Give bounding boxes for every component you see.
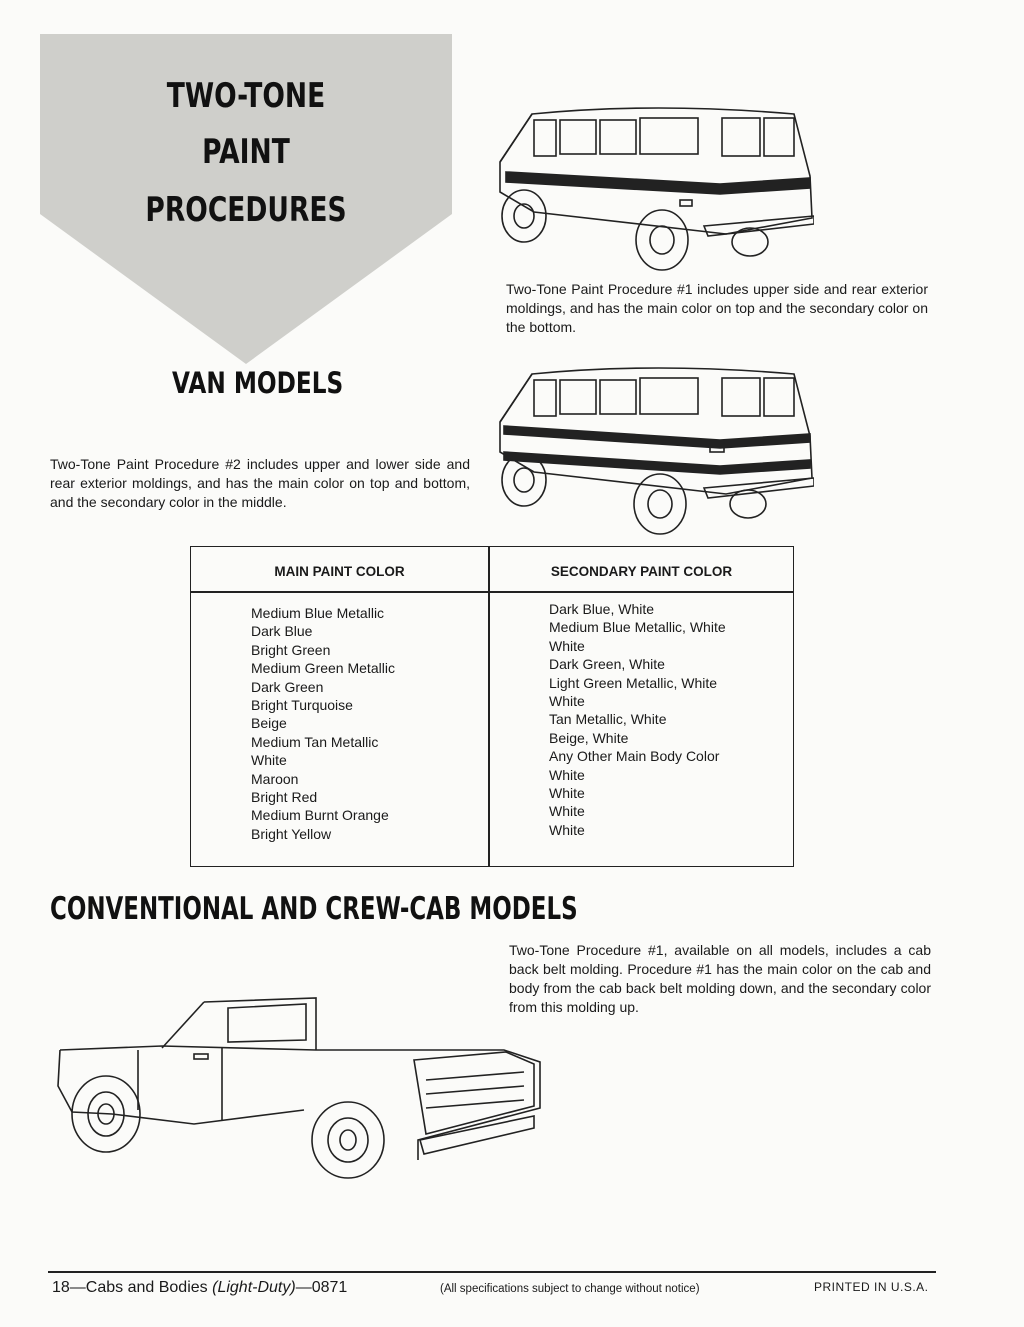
- main-color-item: Bright Yellow: [251, 825, 332, 842]
- main-color-item: Medium Burnt Orange: [251, 807, 389, 824]
- main-color-item: White: [251, 752, 287, 769]
- main-color-item: Medium Blue Metallic: [251, 605, 385, 621]
- van-illustration-procedure-2: [494, 360, 814, 536]
- van-models-heading: VAN MODELS: [172, 366, 344, 400]
- main-color-item: Bright Red: [251, 789, 318, 806]
- pickup-truck-illustration: [54, 990, 544, 1180]
- secondary-color-list: [549, 600, 726, 839]
- secondary-color-item: White: [549, 785, 585, 802]
- main-color-item: Dark Blue: [251, 623, 313, 640]
- conventional-models-heading: CONVENTIONAL AND CREW-CAB MODELS: [50, 891, 578, 927]
- secondary-color-item: White: [549, 821, 585, 838]
- main-color-item: Maroon: [251, 770, 299, 787]
- page-reference-suffix: —0871: [295, 1279, 348, 1296]
- secondary-color-item: White: [549, 693, 585, 710]
- secondary-color-item: Any Other Main Body Color: [549, 748, 720, 765]
- banner-title-line-3: PROCEDURES: [145, 190, 347, 230]
- banner-title-line-1: TWO-TONE: [166, 76, 326, 116]
- secondary-color-item: White: [549, 637, 585, 654]
- secondary-color-item: White: [549, 766, 585, 783]
- main-color-item: Dark Green: [251, 678, 324, 695]
- secondary-paint-color-header: SECONDARY PAINT COLOR: [550, 564, 733, 579]
- secondary-color-item: Dark Green, White: [549, 656, 665, 673]
- secondary-color-item: White: [549, 803, 585, 820]
- page-reference-italic: (Light-Duty): [212, 1279, 296, 1296]
- main-color-item: Medium Green Metallic: [251, 660, 395, 677]
- conventional-procedure-description: Two-Tone Procedure #1, available on all models, includes a cab back belt molding. Procedure #1 has the main color on the cab and body from the cab back belt molding down, and the secondary color from this molding up.: [509, 942, 931, 1015]
- main-color-list: [251, 604, 395, 843]
- procedure-2-description: Two-Tone Paint Procedure #2 includes upper and lower side and rear exterior moldings, and has the main color on top and bottom, and the secondary color in the middle.: [50, 456, 470, 510]
- banner-title-line-2: PAINT: [202, 132, 290, 172]
- printed-in-usa: PRINTED IN U.S.A.: [814, 1280, 929, 1294]
- main-color-item: Beige: [251, 715, 287, 732]
- page-reference-prefix: 18—Cabs and Bodies: [52, 1279, 213, 1296]
- secondary-color-item: Beige, White: [549, 729, 629, 746]
- main-color-item: Medium Tan Metallic: [251, 733, 379, 750]
- procedure-1-description: Two-Tone Paint Procedure #1 includes upper side and rear exterior moldings, and has the main color on top and the secondary color on the bottom.: [506, 281, 928, 335]
- main-paint-color-header: MAIN PAINT COLOR: [274, 564, 405, 579]
- secondary-color-item: Medium Blue Metallic, White: [549, 619, 726, 636]
- change-notice: (All specifications subject to change without notice): [440, 1283, 700, 1295]
- paint-color-table: [190, 546, 794, 867]
- van-illustration-procedure-1: [494, 100, 814, 272]
- secondary-color-item: Light Green Metallic, White: [549, 674, 718, 691]
- main-color-item: Bright Turquoise: [251, 697, 353, 714]
- page-reference: [52, 1279, 347, 1297]
- footer-rule: [48, 1271, 936, 1273]
- main-color-item: Bright Green: [251, 641, 331, 658]
- secondary-color-item: Tan Metallic, White: [549, 711, 667, 728]
- secondary-color-item: Dark Blue, White: [549, 601, 655, 617]
